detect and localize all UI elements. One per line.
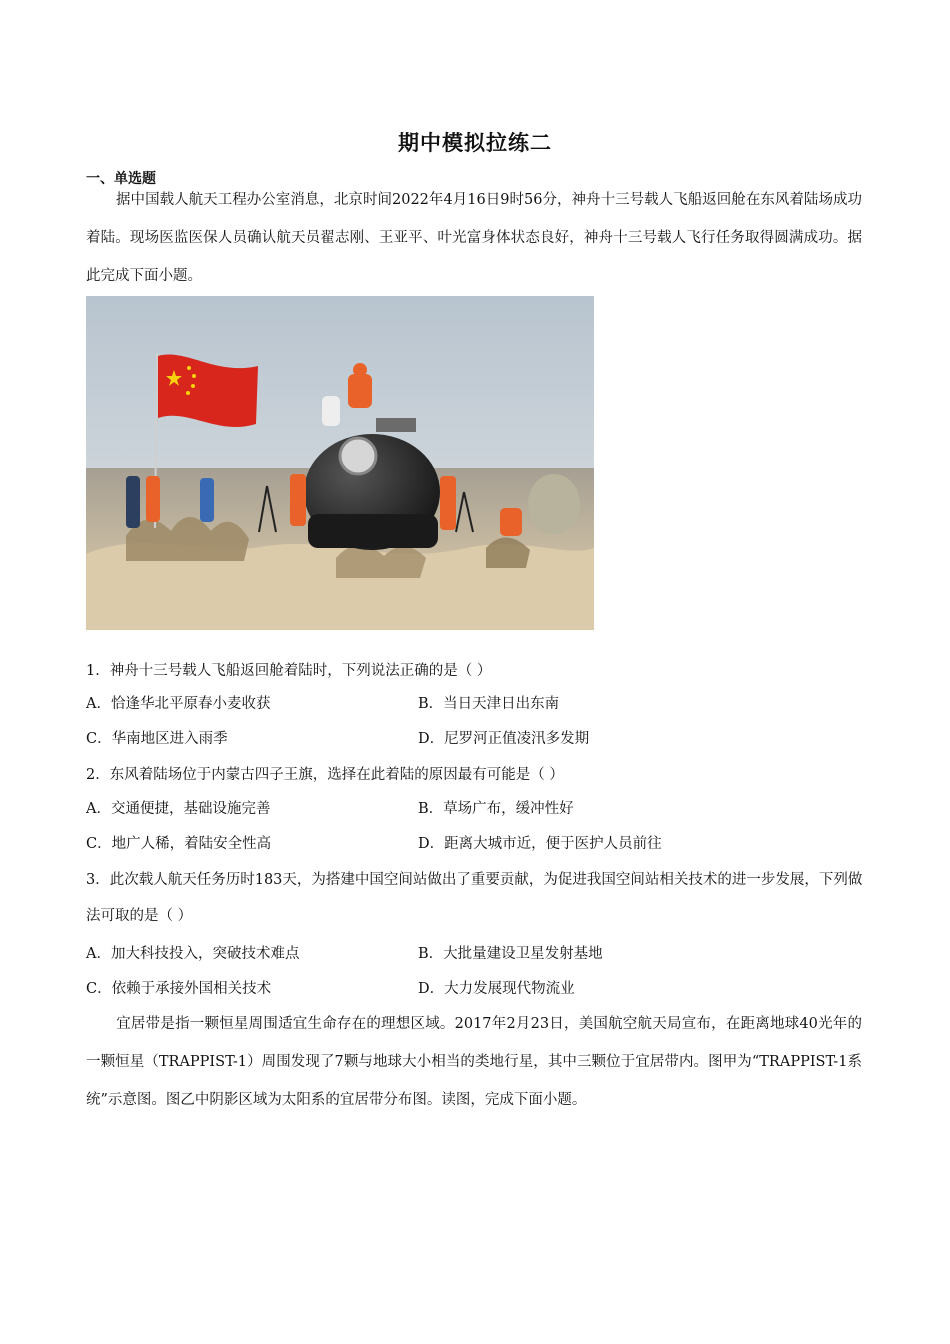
section-heading: 一、单选题 [86, 171, 156, 187]
question-3-stem: 3．此次载人航天任务历时183天，为搭建中国空间站做出了重要贡献，为促进我国空间站相关技术的进一步发展，下列做法可取的是（ ） [86, 872, 863, 924]
q1-option-a[interactable]: A．恰逢华北平原春小麦收获 [86, 696, 271, 712]
q2-option-d[interactable]: D．距离大城市近，便于医护人员前往 [418, 836, 662, 852]
q1-option-b[interactable]: B．当日天津日出东南 [418, 696, 560, 712]
question-2-stem: 2．东风着陆场位于内蒙古四子王旗，选择在此着陆的原因最有可能是（ ） [86, 767, 564, 783]
q2-option-c[interactable]: C．地广人稀，着陆安全性高 [86, 836, 272, 852]
q3-option-a[interactable]: A．加大科技投入，突破技术难点 [86, 946, 300, 962]
q3-option-c[interactable]: C．依赖于承接外国相关技术 [86, 981, 272, 997]
q3-option-d[interactable]: D．大力发展现代物流业 [418, 981, 575, 997]
q3-option-b[interactable]: B．大批量建设卫星发射基地 [418, 946, 603, 962]
q2-option-b[interactable]: B．草场广布，缓冲性好 [418, 801, 574, 817]
intro-text-2: 宜居带是指一颗恒星周围适宜生命存在的理想区域。2017年2月23日，美国航空航天局宣布，在距离地球40光年的一颗恒星（TRAPPIST-1）周围发现了7颗与地球大小相当的类地行星，其中三颗位于宜居带内。图甲为“TRAPPIST-1系统”示意图。图乙中阴影区域为太阳系的宜居带分布图。读图，完成下面小题。 [86, 1016, 862, 1108]
intro-paragraph-2 [86, 1005, 862, 1119]
q1-option-d[interactable]: D．尼罗河正值凌汛多发期 [418, 731, 590, 747]
landing-photo [86, 296, 594, 630]
q1-option-c[interactable]: C．华南地区进入雨季 [86, 731, 228, 747]
q2-option-a[interactable]: A．交通便捷，基础设施完善 [86, 801, 271, 817]
question-1-stem: 1．神舟十三号载人飞船返回舱着陆时，下列说法正确的是（ ） [86, 663, 492, 679]
intro-text-1: 据中国载人航天工程办公室消息，北京时间2022年4月16日9时56分，神舟十三号载人飞船返回舱在东风着陆场成功着陆。现场医监医保人员确认航天员翟志刚、王亚平、叶光富身体状态良好，神舟十三号载人飞行任务取得圆满成功。据此完成下面小题。 [86, 192, 862, 284]
page-title: 期中模拟拉练二 [398, 131, 552, 155]
intro-paragraph-1 [86, 181, 862, 295]
